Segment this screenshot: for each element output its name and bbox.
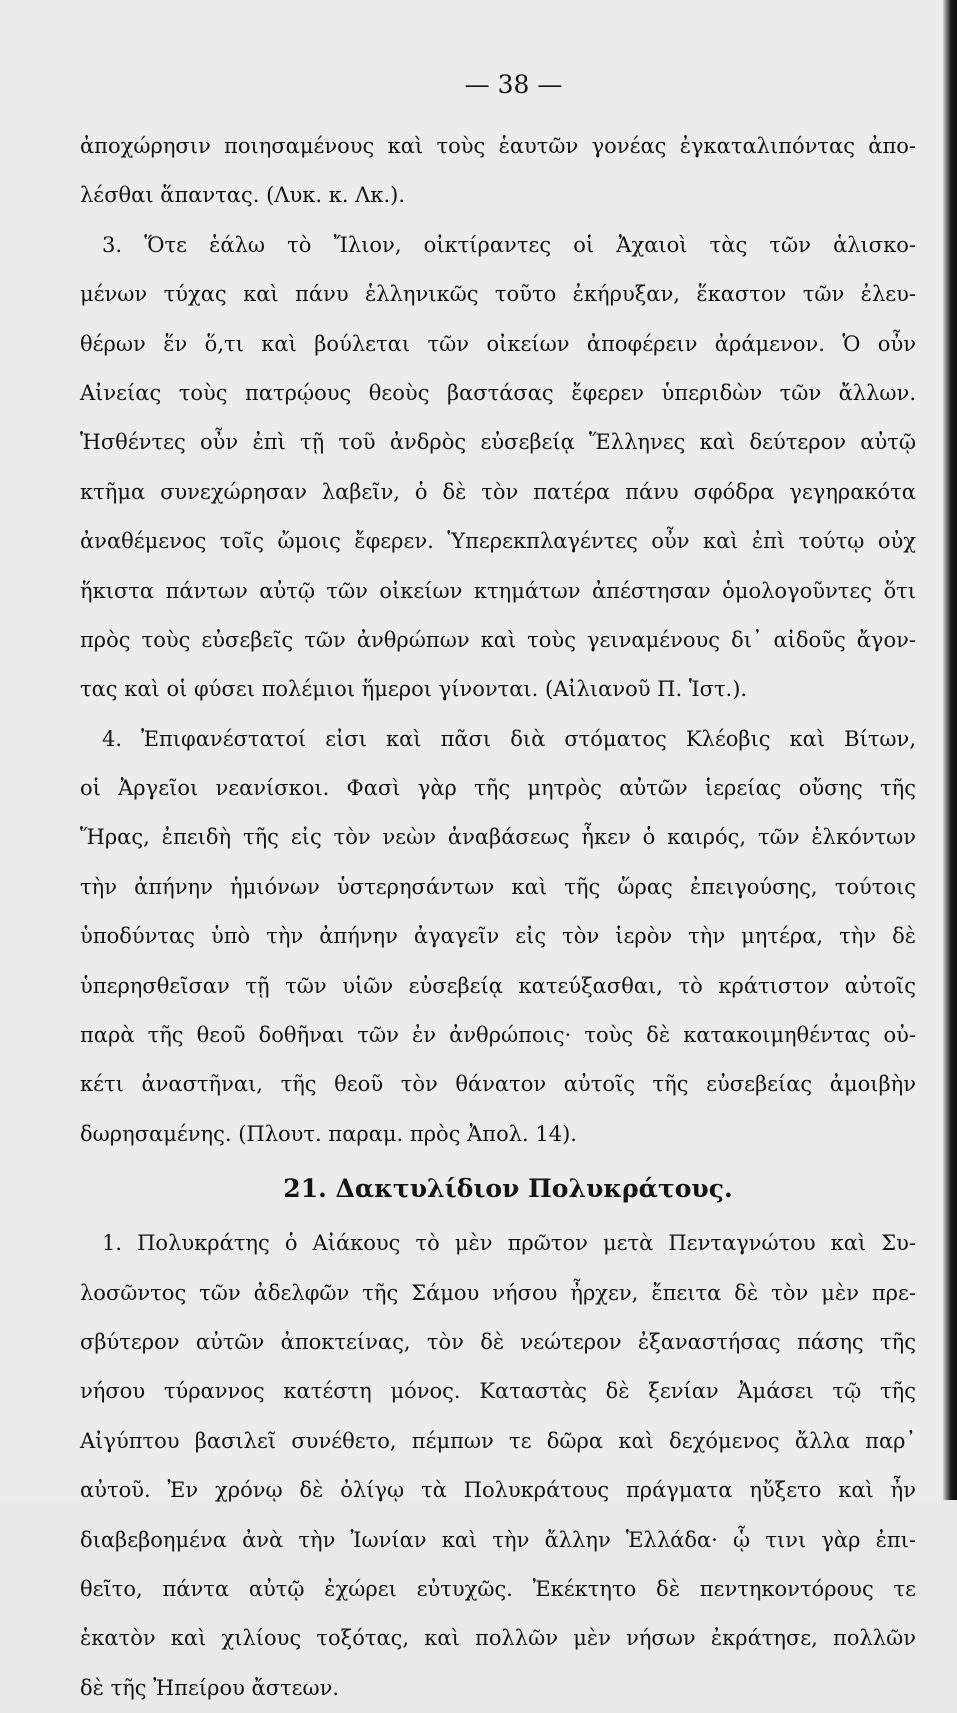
text-line: 1. Πολυκράτης ὁ Αἰάκους τὸ μὲν πρῶτον μετὰ Πενταγνώτου καὶ Συ-: [102, 1231, 916, 1256]
text-line: ἥκιστα πάντων αὐτῷ τῶν οἰκείων κτημάτων ἀπέστησαν ὁμολογοῦντες ὅτι: [80, 578, 916, 603]
text-line: ὑπερησθεῖσαν τῇ τῶν υἱῶν εὐσεβείᾳ κατεύξασθαι, τὸ κράτιστον αὐτοῖς: [80, 973, 916, 998]
text-line: ἀποχώρησιν ποιησαμένους καὶ τοὺς ἑαυτῶν γονέας ἐγκαταλιπόντας ἀπο-: [80, 134, 916, 158]
page-text: [80, 122, 916, 1713]
text-line: τας καὶ οἱ φύσει πολέμιοι ἥμεροι γίνονται. (Αἰλιανοῦ Π. Ἱστ.).: [80, 677, 748, 702]
text-line: παρὰ τῆς θεοῦ δοθῆναι τῶν ἐν ἀνθρώποις· τοὺς δὲ κατακοιμηθέντας οὐ-: [80, 1023, 916, 1048]
page-number: — 38 —: [464, 70, 563, 99]
text-line: κέτι ἀναστῆναι, τῆς θεοῦ τὸν θάνατον αὐτοῖς τῆς εὐσεβείας ἀμοιβὴν: [80, 1072, 916, 1097]
text-line: σβύτερον αὐτῶν ἀποκτείνας, τὸν δὲ νεώτερον ἐξαναστήσας πάσης τῆς: [80, 1329, 916, 1354]
text-line: 4. Ἐπιφανέστατοί εἰσι καὶ πᾶσι διὰ στόματος Κλέοβις καὶ Βίτων,: [102, 726, 916, 751]
text-block-before-heading: [80, 122, 916, 1159]
text-line: λοσῶντος τῶν ἀδελφῶν τῆς Σάμου νήσου ἦρχεν, ἔπειτα δὲ τὸν μὲν πρε-: [80, 1280, 916, 1305]
text-line: τὴν ἀπήνην ἡμιόνων ὑστερησάντων καὶ τῆς ὥρας ἐπειγούσης, τούτοις: [80, 874, 916, 899]
text-line: ἑκατὸν καὶ χιλίους τοξότας, καὶ πολλῶν μὲν νήσων ἐκράτησε, πολλῶν: [80, 1626, 916, 1651]
text-block-after-heading: [80, 1219, 916, 1713]
text-line: νήσου τύραννος κατέστη μόνος. Καταστὰς δὲ ξενίαν Ἀμάσει τῷ τῆς: [80, 1379, 916, 1404]
text-line: 3. Ὅτε ἑάλω τὸ Ἴλιον, οἰκτίραντες οἱ Ἀχαιοὶ τὰς τῶν ἁλισκο-: [102, 232, 916, 257]
text-line: Αἰγύπτου βασιλεῖ συνέθετο, πέμπων τε δῶρα καὶ δεχόμενος ἄλλα παρ᾽: [80, 1428, 916, 1453]
text-line: Αἰνείας τοὺς πατρῴους θεοὺς βαστάσας ἔφερεν ὑπεριδὼν τῶν ἄλλων.: [80, 380, 916, 405]
text-line: διαβεβοημένα ἀνὰ τὴν Ἰωνίαν καὶ τὴν ἄλλην Ἑλλάδα· ᾧ τινι γὰρ ἐπι-: [80, 1527, 916, 1552]
text-line: κτῆμα συνεχώρησαν λαβεῖν, ὁ δὲ τὸν πατέρα πάνυ σφόδρα γεγηρακότα: [80, 479, 916, 504]
text-line: μένων τύχας καὶ πάνυ ἑλληνικῶς τοῦτο ἐκήρυξαν, ἕκαστον τῶν ἐλευ-: [80, 282, 916, 307]
text-line: λέσθαι ἅπαντας. (Λυκ. κ. Λκ.).: [80, 183, 406, 208]
text-line: Ἡσθέντες οὖν ἐπὶ τῇ τοῦ ἀνδρὸς εὐσεβείᾳ Ἕλληνες καὶ δεύτερον αὐτῷ: [80, 430, 916, 455]
section-heading: 21. Δακτυλίδιον Πολυκράτους.: [283, 1174, 733, 1204]
text-line: οἱ Ἀργεῖοι νεανίσκοι. Φασὶ γὰρ τῆς μητρὸς αὐτῶν ἱερείας οὔσης τῆς: [80, 776, 916, 801]
text-line: πρὸς τοὺς εὐσεβεῖς τῶν ἀνθρώπων καὶ τοὺς γειναμένους δι᾽ αἰδοῦς ἄγον-: [80, 627, 916, 652]
text-line: δὲ τῆς Ἠπείρου ἄστεων.: [80, 1675, 340, 1700]
text-line: Ἥρας, ἐπειδὴ τῆς εἰς τὸν νεὼν ἀναβάσεως ἧκεν ὁ καιρός, τῶν ἑλκόντων: [80, 825, 916, 850]
page-edge-shadow: [943, 0, 957, 1500]
text-line: ὑποδύντας ὑπὸ τὴν ἀπήνην ἀγαγεῖν εἰς τὸν ἱερὸν τὴν μητέρα, τὴν δὲ: [80, 924, 916, 949]
text-line: δωρησαμένης. (Πλουτ. παραμ. πρὸς Ἀπολ. 14).: [80, 1121, 577, 1146]
text-line: θεῖτο, πάντα αὐτῷ ἐχώρει εὐτυχῶς. Ἐκέκτητο δὲ πεντηκοντόρους τε: [80, 1576, 916, 1601]
text-line: ἀναθέμενος τοῖς ὤμοις ἔφερεν. Ὑπερεκπλαγέντες οὖν καὶ ἐπὶ τούτῳ οὐχ: [80, 529, 916, 554]
text-line: θέρων ἕν ὅ,τι καὶ βούλεται τῶν οἰκείων ἀποφέρειν ἀράμενον. Ὁ οὖν: [80, 331, 916, 356]
text-line: αὐτοῦ. Ἐν χρόνῳ δὲ ὀλίγῳ τὰ Πολυκράτους πράγματα ηὔξετο καὶ ἦν: [80, 1478, 916, 1503]
